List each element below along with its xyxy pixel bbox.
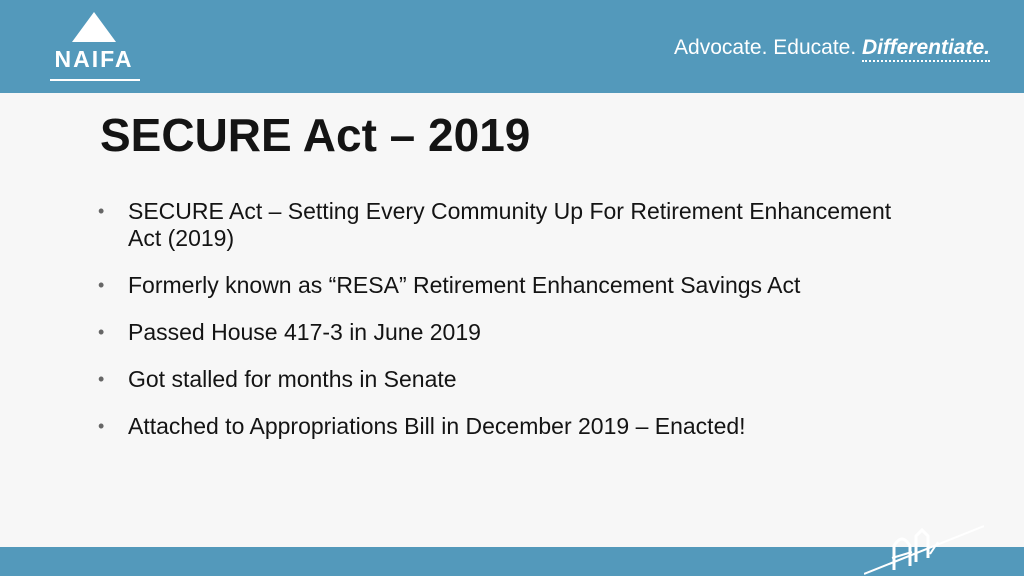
bullet-item [98, 413, 918, 440]
bullet-item [98, 319, 918, 346]
tagline [674, 36, 990, 60]
bullet-dot-icon: • [98, 275, 105, 295]
bullet-item [98, 272, 918, 299]
bullet-list [98, 198, 918, 460]
tagline-emphasis: Differentiate. [862, 36, 990, 62]
bullet-item [98, 366, 918, 393]
bullet-item [98, 198, 918, 252]
logo-text: NAIFA [54, 46, 134, 72]
bullet-text: Formerly known as “RESA” Retirement Enhancement Savings Act [128, 272, 801, 298]
bullet-text: Attached to Appropriations Bill in December 2019 – Enacted! [128, 413, 746, 439]
capitol-line-art-icon [864, 496, 984, 576]
bullet-dot-icon: • [98, 416, 105, 436]
bullet-dot-icon: • [98, 201, 105, 221]
bullet-dot-icon: • [98, 322, 105, 342]
bullet-text: SECURE Act – Setting Every Community Up For Retirement Enhancement Act (2019) [128, 198, 892, 251]
tagline-text: Advocate. Educate. [674, 36, 863, 59]
slide-title: SECURE Act – 2019 [100, 109, 531, 161]
bullet-dot-icon: • [98, 369, 105, 389]
bullet-text: Passed House 417-3 in June 2019 [128, 319, 481, 345]
bullet-text: Got stalled for months in Senate [128, 366, 457, 392]
naifa-logo [48, 12, 144, 86]
header-bar [0, 0, 1024, 93]
